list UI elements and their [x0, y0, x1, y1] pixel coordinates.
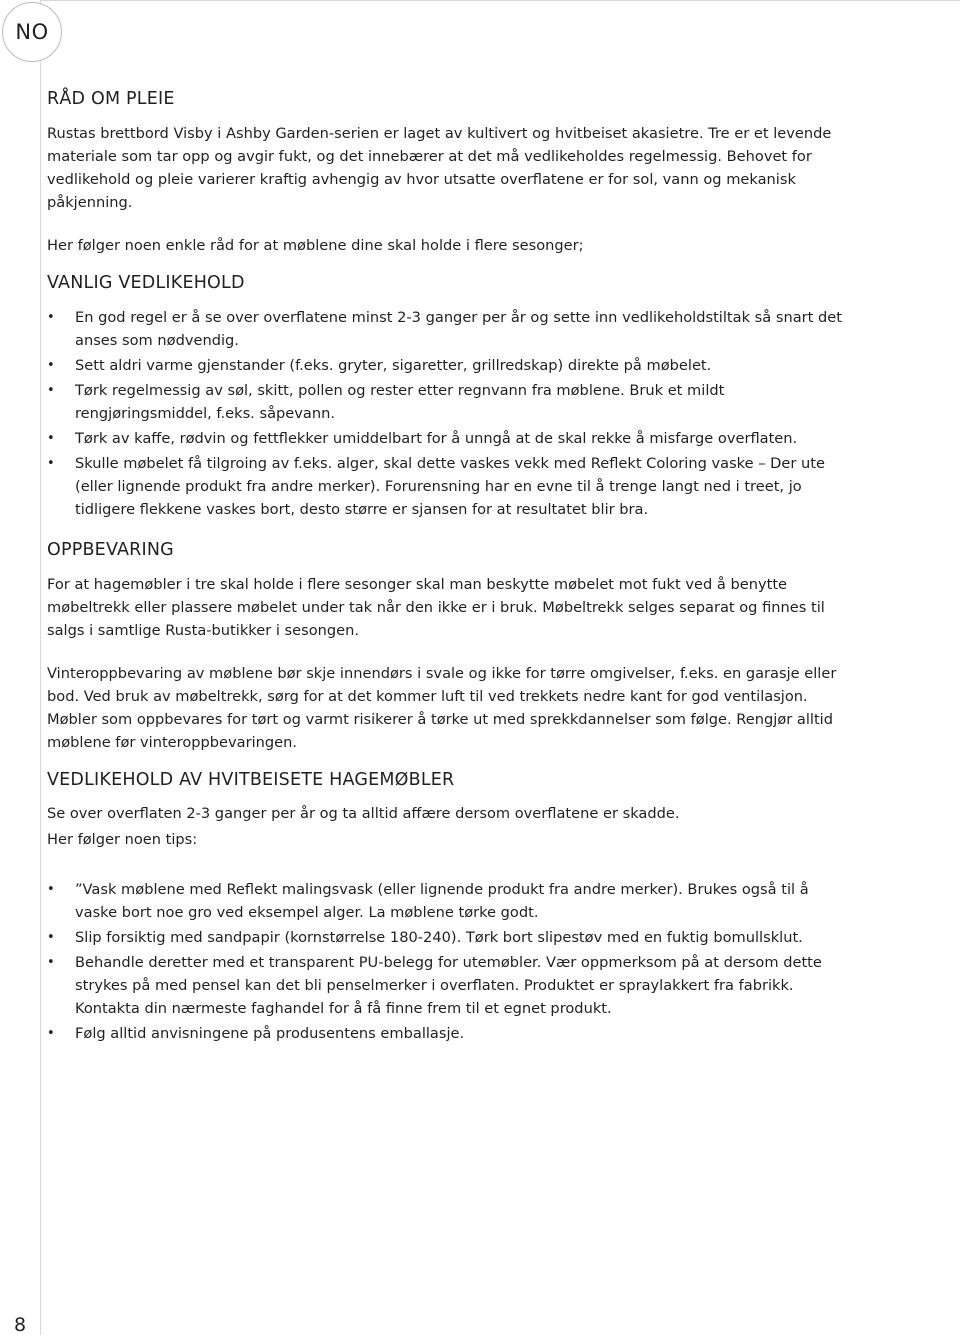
list-item: • Sett aldri varme gjenstander (f.eks. gryter, sigaretter, grillredskap) direkte på møbelet.: [47, 354, 847, 377]
care-lead: Her følger noen enkle råd for at møblene dine skal holde i flere sesonger;: [47, 237, 584, 254]
storage-paragraph-2: Vinteroppbevaring av møblene bør skje innendørs i svale og ikke for tørre omgivelser, f.eks. en garasje eller bod. Ved bruk av møbeltrekk, sørg for at det kommer luft til ved trekkets nedre kant for god ventilasjon. Møbler som oppbevares for tørt og varmt risikerer å tørke ut med sprekkdannelser som følge. Rengjør alltid møblene før vinteroppbevaringen.: [47, 665, 837, 751]
maintenance-heading: VANLIG VEDLIKEHOLD: [47, 273, 245, 293]
whitewash-tips-list: [47, 878, 847, 1045]
list-item: • ”Vask møblene med Reflekt malingsvask (eller lignende produkt fra andre merker). Brukes også til å vaske bort noe gro ved eksempel alger. La møblene tørke godt.: [47, 878, 847, 924]
list-item: • Skulle møbelet få tilgroing av f.eks. alger, skal dette vaskes vekk med Reflekt Coloring vaske – Der ute (eller lignende produkt fra andre merker). Forurensning har en evne til å trenge langt ned i treet, jo tidligere flekkene vaskes bort, desto større er sjansen for at resultatet blir bra.: [47, 452, 847, 521]
storage-paragraph-1: For at hagemøbler i tre skal holde i flere sesonger skal man beskytte møbelet mot fukt ved å benytte møbeltrekk eller plassere møbelet under tak når den ikke er i bruk. Møbeltrekk selges separat og finnes til salgs i samtlige Rusta-butikker i sesongen.: [47, 576, 825, 639]
list-item: • Tørk av kaffe, rødvin og fettflekker umiddelbart for å unngå at de skal rekke å misfarge overflaten.: [47, 427, 847, 450]
care-heading: RÅD OM PLEIE: [47, 89, 175, 109]
whitewash-heading: VEDLIKEHOLD AV HVITBEISETE HAGEMØBLER: [47, 770, 455, 790]
language-badge: NO: [2, 2, 62, 62]
list-item: • Tørk regelmessig av søl, skitt, pollen og rester etter regnvann fra møblene. Bruk et mildt rengjøringsmiddel, f.eks. såpevann.: [47, 379, 847, 425]
maintenance-list: [47, 306, 847, 521]
storage-heading: OPPBEVARING: [47, 540, 174, 560]
whitewash-paragraph-1: Se over overflaten 2-3 ganger per år og ta alltid affære dersom overflatene er skadde.: [47, 805, 680, 822]
page-number: 8: [14, 1314, 27, 1336]
list-item: • En god regel er å se over overflatene minst 2-3 ganger per år og sette inn vedlikeholdstiltak så snart det anses som nødvendig.: [47, 306, 847, 352]
list-item: • Følg alltid anvisningene på produsentens emballasje.: [47, 1022, 847, 1045]
document-body: [47, 86, 847, 1047]
whitewash-paragraph-2: Her følger noen tips:: [47, 831, 198, 848]
list-item: • Slip forsiktig med sandpapir (kornstørrelse 180-240). Tørk bort slipestøv med en fuktig bomullsklut.: [47, 926, 847, 949]
list-item: • Behandle deretter med et transparent PU-belegg for utemøbler. Vær oppmerksom på at dersom dette strykes på med pensel kan det bli penselmerker i overflaten. Produktet er spraylakkert fra fabrikk. Kontakta din nærmeste faghandel for å få finne frem til et egnet produkt.: [47, 951, 847, 1020]
care-intro: Rustas brettbord Visby i Ashby Garden-serien er laget av kultivert og hvitbeiset akasietre. Tre er et levende materiale som tar opp og avgir fukt, og det innebærer at det må vedlikeholdes regelmessig. Behovet for vedlikehold og pleie varierer kraftig avhengig av hvor utsatte overflatene er for sol, vann og mekanisk påkjenning.: [47, 125, 832, 211]
